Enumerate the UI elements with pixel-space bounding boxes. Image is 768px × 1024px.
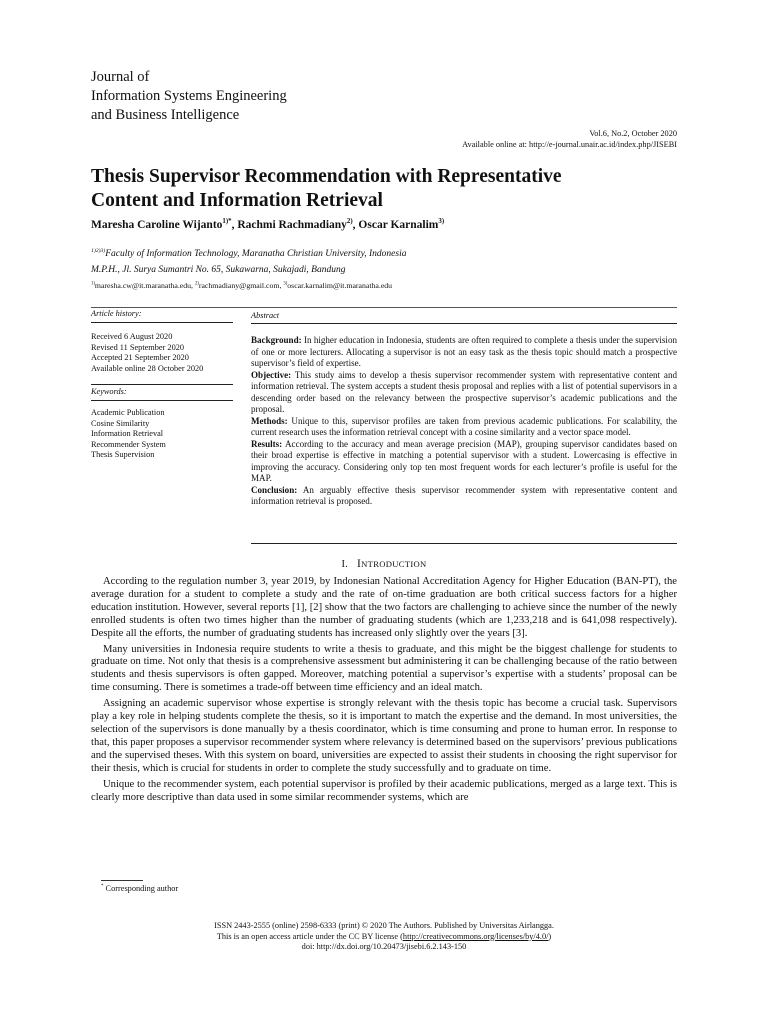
abstract-label: Abstract [251, 311, 280, 320]
license-link[interactable]: http://creativecommons.org/licenses/by/4.0/ [402, 931, 549, 941]
affiliation [91, 249, 406, 259]
email-link[interactable]: oscar.karnalim@it.maranatha.edu [287, 281, 393, 290]
info-top-rule [91, 307, 677, 308]
footer-license: This is an open access article under the CC BY license (http://creativecommons.org/licenses/by/4.0/) [216, 931, 552, 941]
abstract-rule [251, 323, 677, 324]
author-name: Maresha Caroline Wijanto [91, 219, 223, 231]
body-paragraph: Many universities in Indonesia require students to write a thesis to graduate, and this might be the biggest challenge for students to graduate on time. Not only that thesis is a comprehensive assessment but administering it can be challenging because of the ratio between students and thesis supervisors is often gapped. Moreover, matching potential a supervisor’s expertise with a students’ proposal can be time consuming. There is sometimes a trade-off between time efficiency and an ideal match. [91, 643, 677, 694]
abstract-results: Results: According to the accuracy and mean average precision (MAP), grouping supervisor candidates based on their broad expertise is effective in matching a potential supervisor with a student. Lowercasing is effective in improving the accuracy. Considering only top ten most frequent words for each lecturer’s profile is useful for the MAP. [251, 438, 677, 483]
info-bottom-rule [251, 543, 677, 544]
body-paragraph: According to the regulation number 3, year 2019, by Indonesian National Accreditation Agency for Higher Education (BAN-PT), the average duration for a student to complete a study and the rate of on-time graduation are both critical success factors for a higher education institution. However, several reports [1], [2] show that the two factors are challenging to achieve since the number of the newly enrolled students is often two times higher than the number of graduating students (which are 1,233,218 and is 641,098 respectively). Despite all the efforts, the number of graduating students has increased only slightly over the years [3]. [91, 576, 677, 639]
history-item: Revised 11 September 2020 [91, 342, 185, 352]
article-history [91, 332, 203, 374]
footnote-mark: * [101, 884, 104, 890]
abstract-objective: Objective: This study aims to develop a thesis supervisor recommender system with representative content and information retrieval. The system accepts a student thesis proposal and replies with a list of potential supervisors in a descending order based on the relevancy between the prospective supervisor’s academic publications and the proposal. [251, 369, 677, 414]
footnote-rule [101, 880, 143, 881]
author-name: Rachmi Rachmadiany [237, 219, 347, 231]
journal-name-line: Journal of [91, 69, 150, 85]
abstract-background: Background: In higher education in Indonesia, students are often required to complete a thesis under the supervision of one or more lecturers. Allocating a supervisor is not an easy task as the thesis topic should match a prospective supervisor’s field of expertise. [251, 335, 677, 368]
section-title-initial: I [357, 558, 362, 570]
section-title-rest: NTRODUCTION [361, 559, 427, 569]
author-mark: 3) [438, 218, 445, 226]
author-mark: 2) [346, 218, 353, 226]
author-separator: , [231, 219, 238, 231]
history-rule [91, 322, 233, 323]
affiliation-mark: 1)2)3) [91, 247, 106, 254]
email-mark: 3) [283, 281, 288, 287]
author-mark: 1)* [222, 218, 232, 226]
journal-name-line: and Business Intelligence [91, 107, 240, 123]
introduction-body [91, 576, 677, 807]
page-footer [91, 921, 677, 953]
keyword: Cosine Similarity [91, 418, 150, 428]
email-mark: 1) [91, 281, 95, 287]
title-line: Thesis Supervisor Recommendation with Representative [91, 166, 562, 187]
keyword-list [91, 408, 166, 461]
keyword: Information Retrieval [91, 429, 164, 438]
footnote-text: Corresponding author [103, 884, 179, 893]
section-heading-introduction [91, 558, 677, 570]
keyword: Recommender System [91, 439, 166, 449]
history-label: Article history: [91, 309, 142, 318]
history-item: Accepted 21 September 2020 [91, 353, 189, 362]
email-link[interactable]: maresha.cw@it.maranatha.edu, [94, 281, 195, 290]
author-separator: , [352, 219, 359, 231]
author-emails [91, 281, 392, 290]
footer-issn: ISSN 2443-2555 (online) 2598-6333 (print) © 2020 The Authors. Published by Universitas Airlangga. [214, 921, 554, 930]
journal-url: Available online at: http://e-journal.unair.ac.id/index.php/JISEBI [462, 140, 677, 149]
footer-doi[interactable]: doi: http://dx.doi.org/10.20473/jisebi.6.2.143-150 [301, 942, 467, 952]
journal-name [91, 68, 287, 125]
abstract-methods: Methods: Unique to this, supervisor profiles are taken from previous academic publications. For scalability, the current research uses the information retrieval concept with a cosine similarity and a vector space model. [251, 415, 677, 437]
issue-info [462, 128, 677, 150]
title-line: Content and Information Retrieval [91, 190, 383, 211]
keywords-rule [91, 400, 233, 401]
abstract-conclusion: Conclusion: An arguably effective thesis supervisor recommender system with representative content and information retrieval is proposed. [251, 484, 677, 506]
paper-title [91, 165, 681, 213]
keywords-label: Keywords: [91, 387, 127, 396]
keywords-top-rule [91, 384, 233, 385]
address: M.P.H., Jl. Surya Sumantri No. 65, Sukawarna, Sukajadi, Bandung [91, 265, 346, 275]
history-item: Available online 28 October 2020 [91, 363, 204, 373]
author-list [91, 219, 444, 231]
author-name: Oscar Karnalim [358, 219, 439, 231]
journal-name-line: Information Systems Engineering [91, 88, 287, 104]
email-link[interactable]: rachmadiany@gmail.com, [198, 281, 284, 290]
abstract-body [251, 335, 677, 508]
section-number: I. [341, 559, 349, 570]
body-paragraph: Assigning an academic supervisor whose expertise is strongly relevant with the thesis topic has become a crucial task. Supervisors play a key role in helping students complete the thesis, so it is important to match the expertise and the demand. In most universities, the selection of the supervisors is done manually by a thesis coordinator, which is time consuming and prone to human error. In response to that, this paper proposes a supervisor recommender system where relevancy is determined based on the supervisors’ previous publications and the supervised theses. With this system on board, universities are expected to assist their students in choosing the right supervisor for their thesis, which is crucial for students in order to complete the study successfully and to graduate on time. [91, 698, 677, 774]
affiliation-text: Faculty of Information Technology, Maranatha Christian University, Indonesia [105, 249, 407, 259]
keyword: Thesis Supervision [91, 450, 155, 459]
footnote [101, 884, 178, 893]
keyword: Academic Publication [91, 408, 165, 417]
issue-number: Vol.6, No.2, October 2020 [589, 129, 677, 138]
body-paragraph: Unique to the recommender system, each potential supervisor is profiled by their academic publications, merged as a large text. This is clearly more descriptive than data used in some similar recommender systems, which are [91, 778, 677, 803]
email-mark: 2) [194, 281, 199, 287]
history-item: Received 6 August 2020 [91, 332, 173, 341]
